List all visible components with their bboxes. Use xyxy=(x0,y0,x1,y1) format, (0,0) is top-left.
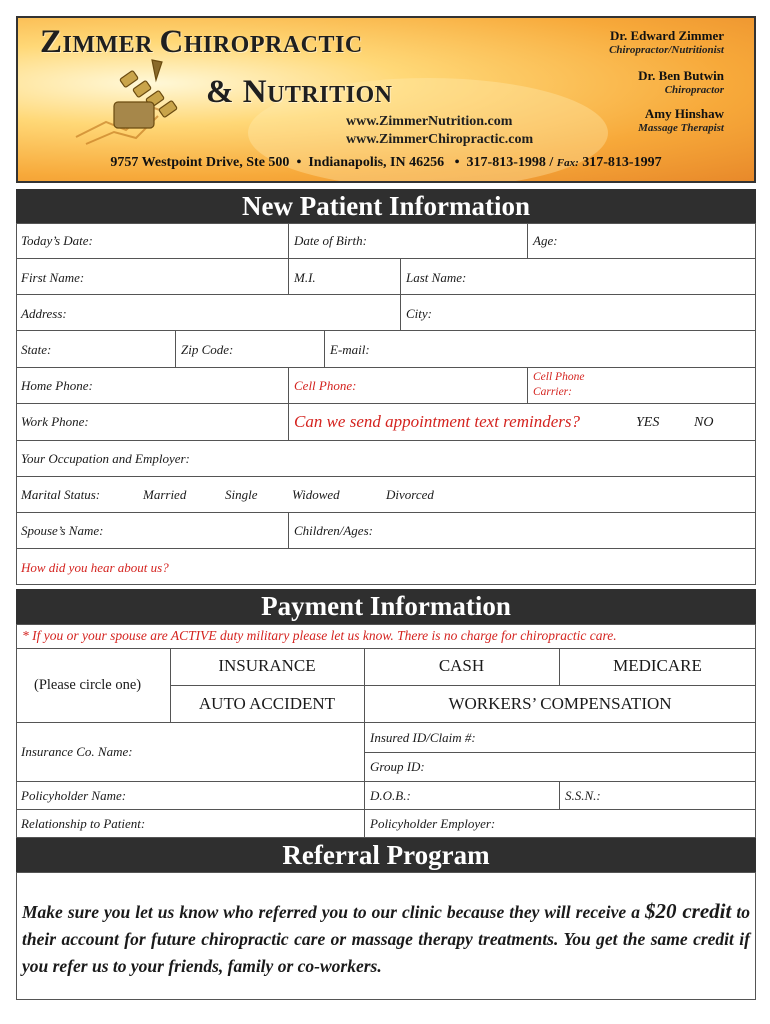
clinic-name-line-2: & NUTRITION xyxy=(206,74,393,110)
referral-credit-amount: $20 credit xyxy=(644,899,732,923)
spine-logo-icon xyxy=(66,52,216,162)
section-bar-referral xyxy=(16,838,756,872)
todays-date-field[interactable]: Today’s Date: xyxy=(21,233,93,248)
referral-text-part-2: to their account for future chiropractic care or massage therapy treatments. You get the same credit if you refer us to your friends, family or co-workers. xyxy=(22,902,750,976)
doctor-zimmer xyxy=(609,28,724,56)
spouse-name-field[interactable]: Spouse’s Name: xyxy=(21,523,104,538)
policyholder-name-field[interactable]: Policyholder Name: xyxy=(21,788,127,803)
doctor-role: Chiropractor/Nutritionist xyxy=(609,44,724,56)
zip-code-field[interactable]: Zip Code: xyxy=(181,342,234,357)
referral-description xyxy=(22,898,750,980)
address-field[interactable]: Address: xyxy=(21,306,67,321)
last-name-field[interactable]: Last Name: xyxy=(406,270,467,285)
clinic-name-line-1: ZIMMER CHIROPRACTIC xyxy=(40,24,363,60)
doctor-name: Dr. Edward Zimmer xyxy=(610,28,724,43)
policyholder-employer-field[interactable]: Policyholder Employer: xyxy=(370,816,496,831)
doctor-role: Massage Therapist xyxy=(638,122,724,134)
street-address: 9757 Westpoint Drive, Ste 500 xyxy=(110,155,290,170)
home-phone-field[interactable]: Home Phone: xyxy=(21,378,93,393)
referral-source-field[interactable]: How did you hear about us? xyxy=(21,560,169,575)
cell-carrier-label-1: Cell Phone xyxy=(533,371,585,383)
doctor-role: Chiropractor xyxy=(664,84,724,96)
clinic-address-line xyxy=(18,155,754,171)
bullet-separator: • xyxy=(296,155,302,170)
group-id-field[interactable]: Group ID: xyxy=(370,759,425,774)
website-chiropractic[interactable]: www.ZimmerChiropractic.com xyxy=(346,132,534,147)
email-field[interactable]: E-mail: xyxy=(330,342,370,357)
policyholder-dob-field[interactable]: D.O.B.: xyxy=(370,788,411,803)
payment-option-insurance[interactable]: INSURANCE xyxy=(218,656,316,675)
doctor-name: Amy Hinshaw xyxy=(644,106,724,121)
occupation-field[interactable]: Your Occupation and Employer: xyxy=(21,451,190,466)
cell-phone-field[interactable]: Cell Phone: xyxy=(294,378,357,393)
cell-carrier-field[interactable] xyxy=(533,370,584,400)
text-reminders-yes[interactable]: YES xyxy=(636,415,660,430)
military-note: * If you or your spouse are ACTIVE duty military please let us know. There is no charge for chiropractic care. xyxy=(22,628,617,643)
first-name-field[interactable]: First Name: xyxy=(21,270,85,285)
doctor-name: Dr. Ben Butwin xyxy=(638,68,724,83)
marital-option-divorced[interactable]: Divorced xyxy=(386,487,434,502)
marital-option-single[interactable]: Single xyxy=(225,487,258,502)
therapist-hinshaw xyxy=(638,106,724,134)
marital-status-label: Marital Status: xyxy=(21,487,101,502)
section-title: Payment Information xyxy=(261,591,511,621)
doctor-butwin xyxy=(638,68,724,96)
section-bar-new-patient xyxy=(16,189,756,223)
date-of-birth-field[interactable]: Date of Birth: xyxy=(294,233,367,248)
section-title: New Patient Information xyxy=(242,191,530,221)
website-nutrition[interactable]: www.ZimmerNutrition.com xyxy=(346,114,513,129)
circle-one-instruction: (Please circle one) xyxy=(34,677,142,693)
payment-option-cash[interactable]: CASH xyxy=(438,656,485,675)
patient-info-table xyxy=(16,223,756,585)
payment-option-auto-accident[interactable]: AUTO ACCIDENT xyxy=(198,694,336,713)
work-phone-field[interactable]: Work Phone: xyxy=(21,414,89,429)
phone-number: 317-813-1998 / xyxy=(466,155,554,170)
fax-number: 317-813-1997 xyxy=(582,155,662,170)
insured-id-field[interactable]: Insured ID/Claim #: xyxy=(370,730,476,745)
section-title: Referral Program xyxy=(282,840,490,870)
text-reminders-no[interactable]: NO xyxy=(694,415,714,430)
insurance-company-field[interactable]: Insurance Co. Name: xyxy=(21,744,133,759)
bullet-separator: • xyxy=(454,155,460,170)
fax-label: Fax: xyxy=(556,157,579,169)
city-state-zip: Indianapolis, IN 46256 xyxy=(308,155,445,170)
middle-initial-field[interactable]: M.I. xyxy=(294,270,316,285)
children-ages-field[interactable]: Children/Ages: xyxy=(294,523,373,538)
relationship-field[interactable]: Relationship to Patient: xyxy=(21,816,146,831)
text-reminders-question: Can we send appointment text reminders? xyxy=(294,412,580,431)
marital-option-married[interactable]: Married xyxy=(143,487,187,502)
payment-option-workers-comp[interactable]: WORKERS’ COMPENSATION xyxy=(448,694,672,713)
ssn-field[interactable]: S.S.N.: xyxy=(565,788,601,803)
city-field[interactable]: City: xyxy=(406,306,432,321)
age-field[interactable]: Age: xyxy=(533,233,558,248)
payment-option-medicare[interactable]: MEDICARE xyxy=(613,656,702,675)
cell-carrier-label-2: Carrier: xyxy=(533,386,572,398)
section-bar-payment xyxy=(16,589,756,624)
referral-text-part-1: Make sure you let us know who referred you to our clinic because they will receive a xyxy=(22,902,645,922)
marital-option-widowed[interactable]: Widowed xyxy=(292,487,340,502)
clinic-header xyxy=(16,16,756,183)
state-field[interactable]: State: xyxy=(21,342,52,357)
